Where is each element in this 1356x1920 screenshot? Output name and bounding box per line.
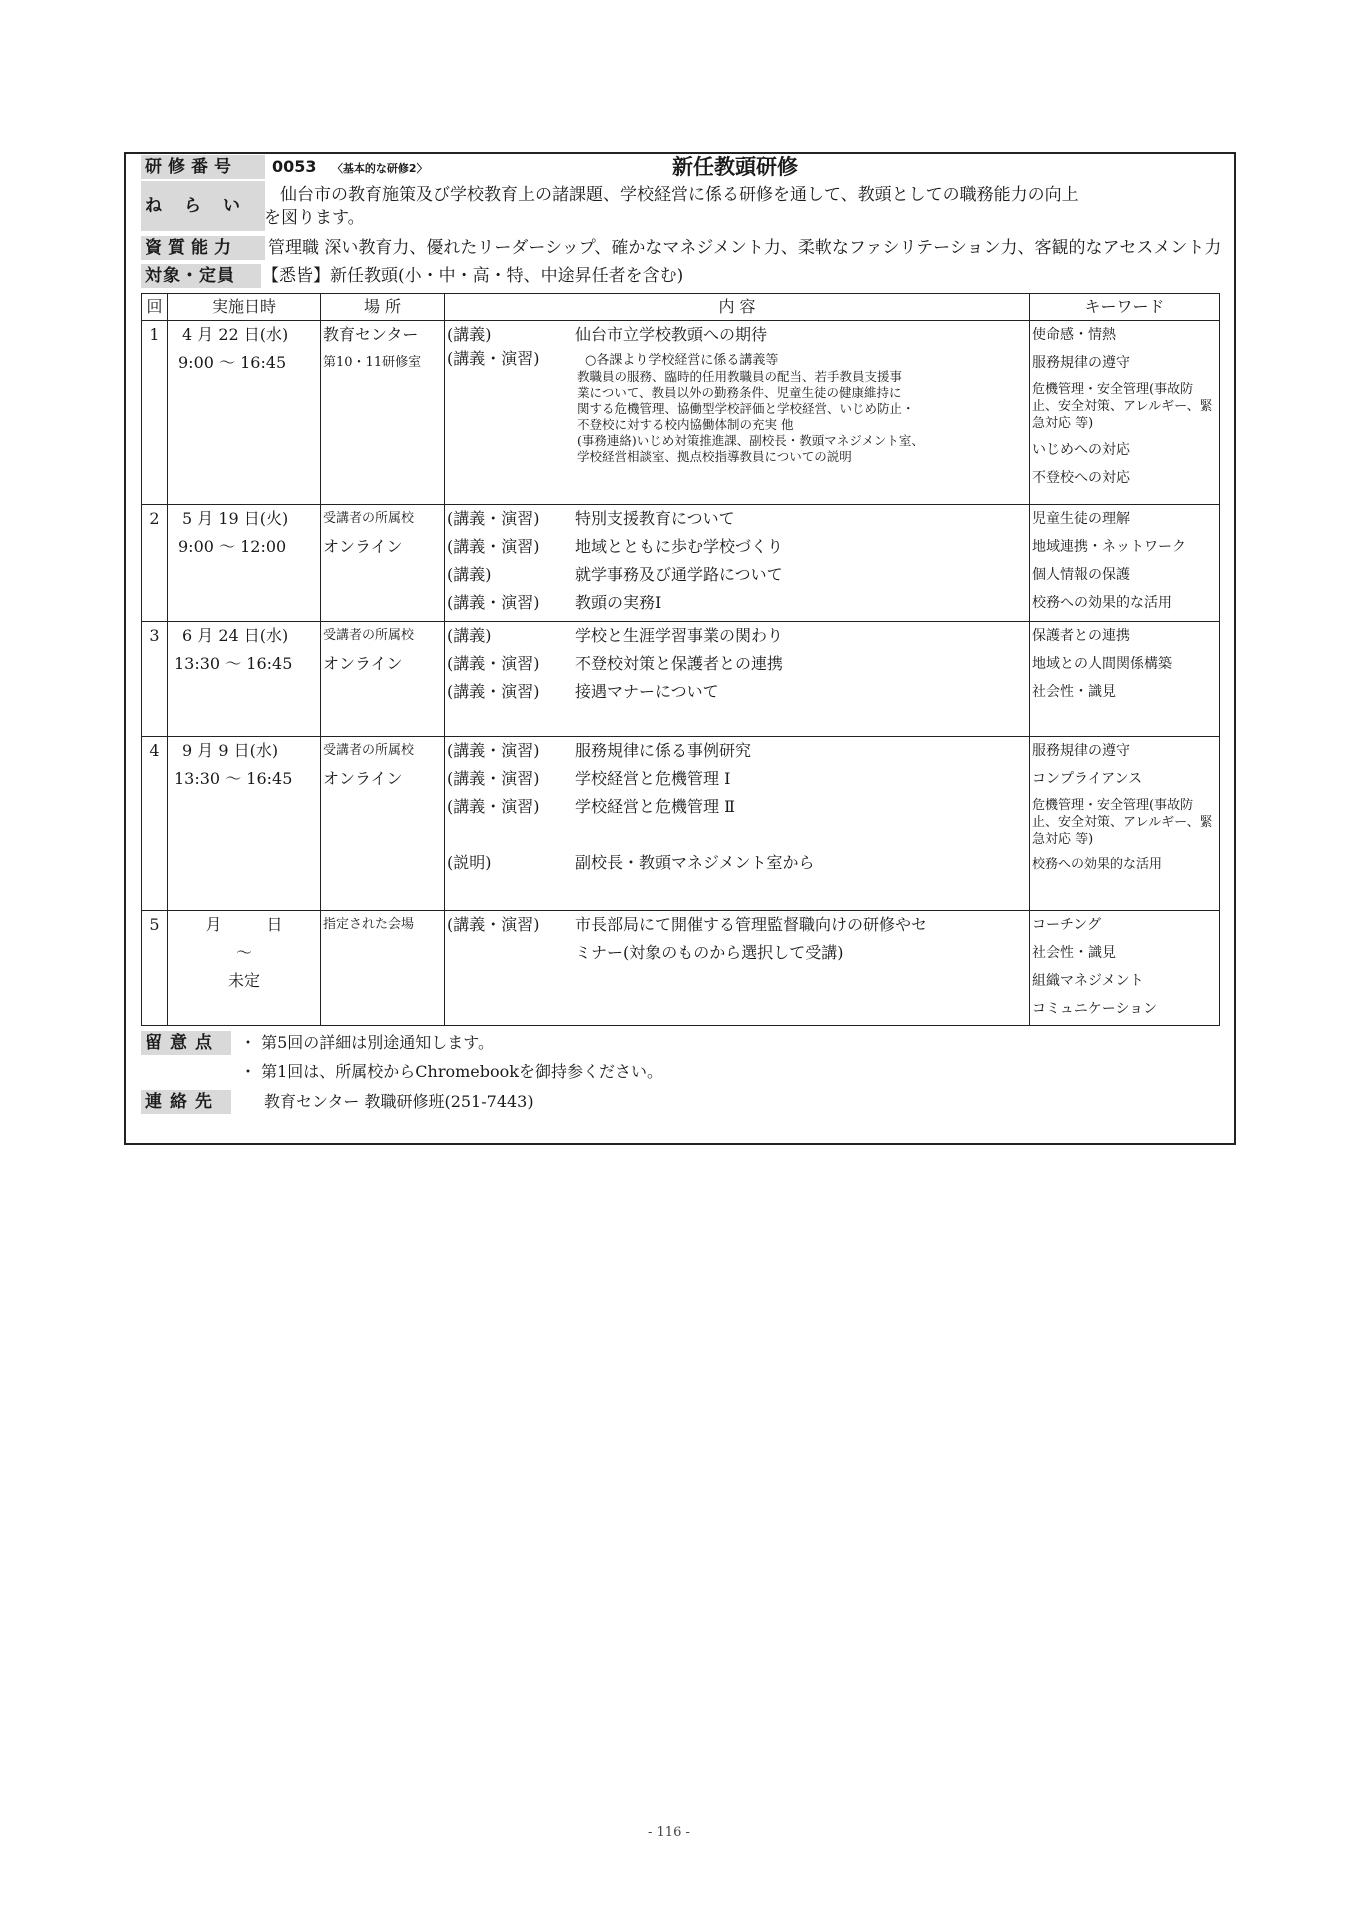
- content-type: (講義): [447, 626, 492, 645]
- content-item: [447, 939, 1027, 967]
- content-type: (説明): [447, 853, 492, 872]
- session-content: [445, 737, 1030, 911]
- content-item: [447, 765, 1027, 793]
- course-title: 新任教頭研修: [672, 155, 798, 179]
- table-row: [142, 321, 1220, 505]
- keyword: コンプライアンス: [1032, 771, 1143, 787]
- keyword: 児童生徒の理解: [1032, 511, 1130, 527]
- session-tbd: 未定: [227, 971, 260, 990]
- course-code-line: [272, 155, 428, 181]
- session-number: 2: [142, 505, 168, 622]
- content-title: 地域とともに歩む学校づくり: [575, 537, 784, 556]
- content-type: (講義・演習): [447, 797, 540, 816]
- detail-line: 業について、教員以外の勤務条件、児童生徒の健康維持に: [577, 385, 902, 400]
- content-item: [447, 622, 1027, 650]
- keyword: 不登校への対応: [1032, 470, 1130, 486]
- place-online: オンライン: [323, 654, 403, 673]
- session-content: [445, 321, 1030, 505]
- content-title: 就学事務及び通学路について: [575, 565, 783, 584]
- table-row: [142, 911, 1220, 1026]
- competency-value: 管理職 深い教育力、優れたリーダーシップ、確かなマネジメント力、柔軟なファシリテーション力、客観的なアセスメント力: [268, 238, 1222, 258]
- place-name: 教育センター: [323, 325, 419, 344]
- content-item: [447, 349, 1027, 369]
- session-time: 9:00 ～ 16:45: [178, 353, 287, 372]
- course-category: 〈基本的な研修2〉: [331, 162, 428, 175]
- target-value: 【悉皆】新任教頭(小・中・高・特、中途昇任者を含む): [262, 266, 684, 286]
- keyword: 組織マネジメント: [1032, 973, 1144, 989]
- content-title: ○各課より学校経営に係る講義等: [585, 353, 779, 368]
- content-title: 市長部局にて開催する管理監督職向けの研修やセ: [575, 915, 928, 934]
- content-type: (講義): [447, 565, 492, 584]
- note-item: ・ 第1回は、所属校からChromebookを御持参ください。: [240, 1062, 663, 1081]
- content-type: (講義・演習): [447, 537, 540, 556]
- table-row: [142, 622, 1220, 737]
- content-title: ミナー(対象のものから選択して受講): [575, 943, 844, 962]
- content-title: 仙台市立学校教頭への期待: [575, 325, 768, 344]
- detail-line: 不登校に対する校内協働体制の充実 他: [577, 417, 794, 432]
- session-date: 5 月 19 日(火): [182, 509, 289, 528]
- course-code: 0053: [272, 157, 317, 176]
- col-header-date: 実施日時: [168, 294, 321, 321]
- place-room: 第10・11研修室: [323, 355, 422, 370]
- session-content: [445, 911, 1030, 1026]
- keyword: 危機管理・安全管理(事故防止、安全対策、アレルギー、緊急対応 等): [1032, 382, 1213, 431]
- content-title: 副校長・教頭マネジメント室から: [575, 853, 815, 872]
- content-type: (講義): [447, 325, 492, 344]
- aim-line-1: 仙台市の教育施策及び学校教育上の諸課題、学校経営に係る研修を通して、教頭としての職務能力の向上: [280, 185, 1079, 205]
- col-header-keyword: キーワード: [1030, 294, 1220, 321]
- session-time: 13:30 ～ 16:45: [174, 769, 293, 788]
- place-name: 受講者の所属校: [323, 511, 415, 526]
- session-number: 5: [142, 911, 168, 1026]
- place-name: 受講者の所属校: [323, 628, 415, 643]
- notes-label: 留意点: [141, 1031, 231, 1055]
- col-header-place: 場 所: [321, 294, 445, 321]
- table-row: [142, 737, 1220, 911]
- target-label: 対象・定員: [141, 264, 261, 288]
- place-name: 受講者の所属校: [323, 743, 415, 758]
- note-item: ・ 第5回の詳細は別途通知します。: [240, 1033, 494, 1052]
- content-type: (講義・演習): [447, 915, 540, 934]
- content-detail: [575, 369, 1027, 465]
- session-keywords: [1030, 505, 1220, 622]
- session-number: 4: [142, 737, 168, 911]
- session-place: [321, 737, 445, 911]
- session-datetime: [168, 321, 321, 505]
- contact-label: 連絡先: [141, 1090, 231, 1114]
- keyword: コミュニケーション: [1032, 1001, 1158, 1017]
- content-item: [447, 849, 1027, 877]
- session-keywords: [1030, 321, 1220, 505]
- session-place: [321, 505, 445, 622]
- aim-label: ねらい: [141, 181, 265, 231]
- content-title: 教頭の実務Ⅰ: [575, 593, 662, 612]
- col-header-content: 内 容: [445, 294, 1030, 321]
- content-item: [447, 561, 1027, 589]
- keyword: 地域連携・ネットワーク: [1032, 539, 1186, 555]
- content-item: [447, 321, 1027, 349]
- content-type: (講義・演習): [447, 741, 540, 760]
- session-keywords: [1030, 622, 1220, 737]
- keyword: 校務への効果的な活用: [1032, 595, 1172, 611]
- session-datetime: [168, 505, 321, 622]
- table-row: [142, 505, 1220, 622]
- session-number: 3: [142, 622, 168, 737]
- keyword: 保護者との連携: [1032, 628, 1130, 644]
- place-online: オンライン: [323, 769, 403, 788]
- session-date: 6 月 24 日(水): [182, 626, 289, 645]
- detail-line: 教職員の服務、臨時的任用教職員の配当、若手教員支援事: [577, 369, 903, 384]
- detail-line: 関する危機管理、協働型学校評価と学校経営、いじめ防止・: [577, 401, 915, 416]
- session-time: 9:00 ～ 12:00: [178, 537, 287, 556]
- keyword: 服務規律の遵守: [1032, 355, 1130, 371]
- content-title: 接遇マナーについて: [575, 682, 719, 701]
- content-title: 学校経営と危機管理 Ⅱ: [575, 797, 735, 816]
- keyword: 服務規律の遵守: [1032, 743, 1130, 759]
- content-title: 服務規律に係る事例研究: [575, 741, 752, 760]
- keyword: 社会性・識見: [1032, 945, 1116, 961]
- content-type: (講義・演習): [447, 769, 540, 788]
- detail-line: (事務連絡)いじめ対策推進課、副校長・教頭マネジメント室、: [577, 433, 924, 448]
- session-time: ～: [235, 943, 252, 962]
- aim-line-2: を図ります。: [264, 208, 365, 228]
- content-item: [447, 533, 1027, 561]
- keyword: 社会性・識見: [1032, 684, 1116, 700]
- keyword: コーチング: [1032, 917, 1102, 933]
- session-keywords: [1030, 911, 1220, 1026]
- content-item: [447, 793, 1027, 821]
- table-header-row: [142, 294, 1220, 321]
- session-content: [445, 505, 1030, 622]
- keyword: いじめへの対応: [1032, 442, 1130, 458]
- content-item: [447, 737, 1027, 765]
- session-datetime: [168, 911, 321, 1026]
- session-datetime: [168, 737, 321, 911]
- content-title: 学校と生涯学習事業の関わり: [575, 626, 784, 645]
- content-type: (講義・演習): [447, 682, 540, 701]
- content-item: [447, 911, 1027, 939]
- content-item: [447, 505, 1027, 533]
- session-date: 月 日: [205, 915, 283, 934]
- detail-line: 学校経営相談室、拠点校指導教員についての説明: [577, 449, 852, 464]
- keyword: 危機管理・安全管理(事故防止、安全対策、アレルギー、緊急対応 等): [1032, 798, 1213, 847]
- session-place: [321, 911, 445, 1026]
- content-type: (講義・演習): [447, 654, 540, 673]
- session-date: 9 月 9 日(水): [182, 741, 279, 760]
- keyword: 使命感・情熱: [1032, 327, 1116, 343]
- competency-label: 資質能力: [141, 236, 265, 260]
- content-title: 特別支援教育について: [575, 509, 735, 528]
- contact-value: 教育センター 教職研修班(251-7443): [264, 1092, 534, 1111]
- keyword: 校務への効果的な活用: [1032, 857, 1163, 872]
- page-number: - 116 -: [648, 1825, 690, 1840]
- content-item: [447, 650, 1027, 678]
- code-label: 研修番号: [141, 155, 265, 179]
- content-type: (講義・演習): [447, 509, 540, 528]
- session-date: 4 月 22 日(水): [182, 325, 289, 344]
- keyword: 個人情報の保護: [1032, 567, 1130, 583]
- session-number: 1: [142, 321, 168, 505]
- keyword: 地域との人間関係構築: [1032, 656, 1172, 672]
- session-datetime: [168, 622, 321, 737]
- session-place: [321, 321, 445, 505]
- content-title: 学校経営と危機管理 Ⅰ: [575, 769, 731, 788]
- content-type: (講義・演習): [447, 349, 540, 368]
- schedule-table: [141, 293, 1220, 1026]
- content-item: [447, 678, 1027, 706]
- session-time: 13:30 ～ 16:45: [174, 654, 293, 673]
- col-header-number: 回: [142, 294, 168, 321]
- place-name: 指定された会場: [323, 917, 415, 932]
- session-content: [445, 622, 1030, 737]
- content-title: 不登校対策と保護者との連携: [575, 654, 784, 673]
- session-place: [321, 622, 445, 737]
- session-keywords: [1030, 737, 1220, 911]
- content-item: [447, 589, 1027, 617]
- content-type: (講義・演習): [447, 593, 540, 612]
- place-online: オンライン: [323, 537, 403, 556]
